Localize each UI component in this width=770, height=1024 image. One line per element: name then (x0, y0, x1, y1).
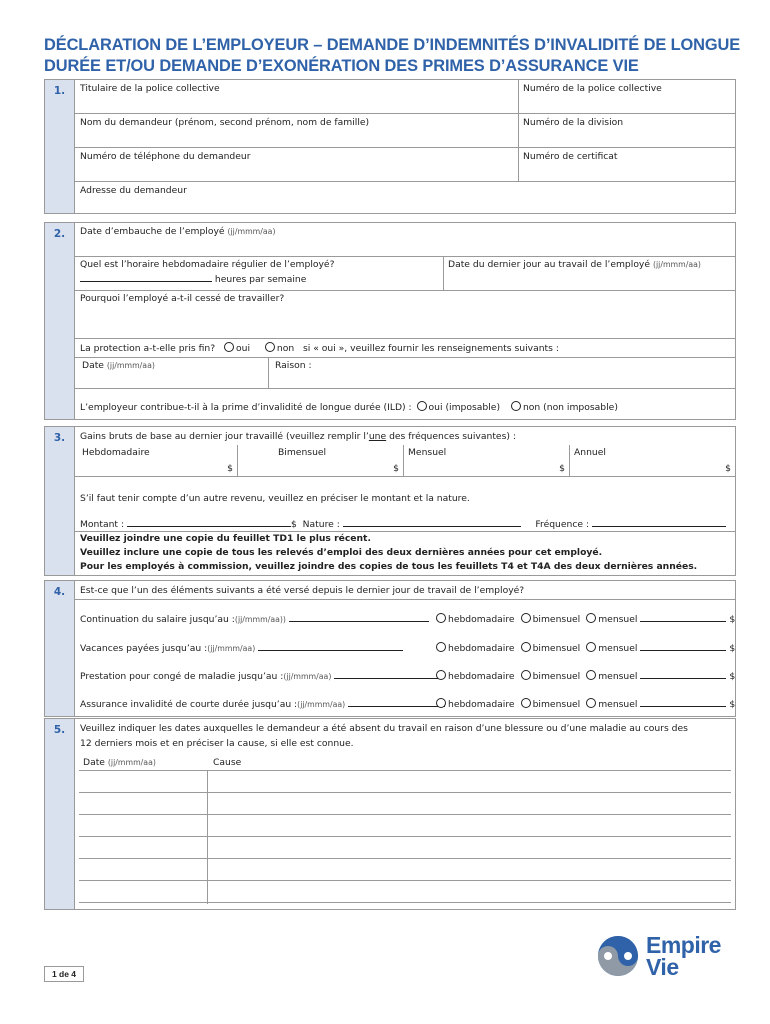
absence-table-row-line[interactable] (79, 858, 731, 859)
section-number: 4. (45, 581, 75, 716)
paid-item-amount-line[interactable] (640, 613, 726, 622)
gross-earnings-une: une (368, 431, 387, 442)
frequence-input-line[interactable] (592, 518, 726, 527)
monthly-label: mensuel (598, 671, 638, 682)
paid-item-date-line[interactable] (334, 670, 444, 679)
monthly-label: mensuel (598, 699, 638, 710)
monthly-radio[interactable] (586, 670, 596, 680)
annual-dollar: $ (725, 463, 731, 474)
absence-table-row-line[interactable] (79, 814, 731, 815)
section-2 (44, 222, 736, 420)
hours-suffix: heures par semaine (214, 274, 307, 285)
absence-table-row-line[interactable] (79, 770, 731, 771)
other-income-label: S’il faut tenir compte d’un autre revenu, veuillez en préciser le montant et la nature. (80, 493, 470, 504)
logo-word-bottom: Vie (646, 954, 679, 980)
last-day-hint: (jj/mmm/aa) (652, 260, 701, 269)
policy-number-label: Numéro de la police collective (523, 83, 662, 94)
biweekly-label: bimensuel (532, 671, 581, 682)
monthly-dollar: $ (559, 463, 565, 474)
claimant-name-field[interactable] (75, 114, 518, 147)
phone-field[interactable] (75, 148, 518, 181)
certificate-field[interactable] (518, 148, 735, 181)
paid-item-date-line[interactable] (289, 613, 429, 622)
paid-item-date-line[interactable] (258, 642, 403, 651)
weekly-radio[interactable] (436, 670, 446, 680)
last-day-field[interactable] (443, 257, 735, 290)
coverage-non-radio[interactable] (265, 342, 275, 352)
row-claimant-name (75, 114, 735, 148)
absence-cause-header: Cause (213, 757, 242, 768)
contrib-oui-label: oui (imposable) (428, 402, 501, 413)
row-schedule (75, 257, 735, 291)
montant-label: Montant : (80, 519, 125, 530)
paid-item-hint: (jj/mmm/aa) (207, 644, 256, 653)
dollar-sign: $ (729, 699, 736, 710)
weekly-label: hebdomadaire (448, 614, 515, 625)
paid-item-label: Assurance invalidité de courte durée jusqu’au : (80, 699, 298, 710)
why-stop-label: Pourquoi l’employé a-t-il cessé de travailler? (80, 293, 285, 304)
row-coverage (75, 339, 735, 389)
coverage-oui-label: oui (236, 343, 250, 354)
annual-label: Annuel (574, 447, 606, 458)
section-4-question: Est-ce que l’un des éléments suivants a été versé depuis le dernier jour de travail de l’employé? (80, 585, 525, 596)
coverage-date-label: Date (82, 360, 104, 371)
weekly-radio[interactable] (436, 613, 446, 623)
paid-item-hint: (jj/mmm/aa) (283, 672, 332, 681)
employer-contribution-label: L’employeur contribue-t-il à la prime d’invalidité de longue durée (ILD) : (80, 402, 412, 413)
contrib-oui-radio[interactable] (417, 401, 427, 411)
note-records: Veuillez inclure une copie de tous les relevés d’emploi des deux dernières années pour cet employé. (80, 547, 603, 558)
biweekly-dollar: $ (393, 463, 399, 474)
weekly-label: hebdomadaire (448, 699, 515, 710)
hours-input-line[interactable] (80, 273, 212, 282)
absence-instructions-line1: Veuillez indiquer les dates auxquelles le demandeur a été absent du travail en raison d’une blessure ou d’une maladie au cours des (80, 723, 688, 734)
hire-date-label: Date d’embauche de l’employé (80, 226, 225, 237)
certificate-label: Numéro de certificat (523, 151, 618, 162)
paid-item-row (80, 642, 736, 654)
section-3 (44, 426, 736, 576)
row-policyholder (75, 80, 735, 114)
dollar-sign: $ (729, 614, 736, 625)
section-number: 5. (45, 719, 75, 909)
why-stop-field[interactable] (75, 291, 735, 339)
absence-table-row-line[interactable] (79, 880, 731, 881)
coverage-note: si « oui », veuillez fournir les renseignements suivants : (302, 343, 559, 354)
biweekly-radio[interactable] (521, 613, 531, 623)
biweekly-label: bimensuel (532, 643, 581, 654)
monthly-field[interactable] (403, 445, 569, 476)
paid-item-amount-line[interactable] (640, 642, 726, 651)
division-number-field[interactable] (518, 114, 735, 147)
form-title: DÉCLARATION DE L’EMPLOYEUR – DEMANDE D’INDEMNITÉS D’INVALIDITÉ DE LONGUE DURÉE ET/OU DEMANDE D’EXONÉRATION DES PRIMES D’ASSURANCE VIE (44, 36, 741, 75)
annual-field[interactable] (569, 445, 735, 476)
weekly-label: Hebdomadaire (82, 447, 150, 458)
absence-date-header: Date (83, 757, 105, 768)
monthly-label: mensuel (598, 643, 638, 654)
weekly-dollar: $ (227, 463, 233, 474)
biweekly-radio[interactable] (521, 698, 531, 708)
contrib-non-label: non (non imposable) (522, 402, 618, 413)
dollar-sign: $ (729, 643, 736, 654)
biweekly-label: Bimensuel (278, 447, 327, 458)
address-label: Adresse du demandeur (80, 185, 187, 196)
paid-item-row (80, 670, 736, 682)
frequence-label: Fréquence : (535, 519, 590, 530)
montant-input-line[interactable] (127, 518, 291, 527)
monthly-label: mensuel (598, 614, 638, 625)
coverage-details (75, 357, 735, 388)
paid-item-amount-line[interactable] (640, 698, 726, 707)
weekly-label: hebdomadaire (448, 643, 515, 654)
nature-label: Nature : (302, 519, 340, 530)
biweekly-radio[interactable] (521, 642, 531, 652)
biweekly-label: bimensuel (532, 699, 581, 710)
dollar-sign: $ (729, 671, 736, 682)
biweekly-field[interactable] (237, 445, 403, 476)
biweekly-radio[interactable] (521, 670, 531, 680)
address-field[interactable] (75, 182, 735, 215)
montant-dollar: $ (290, 519, 297, 530)
division-number-label: Numéro de la division (523, 117, 624, 128)
page-number: 1 de 4 (44, 966, 84, 982)
weekly-field[interactable] (75, 445, 237, 476)
absence-date-hint: (jj/mmm/aa) (107, 758, 156, 767)
policyholder-label: Titulaire de la police collective (80, 83, 220, 94)
gross-earnings-label: Gains bruts de base au dernier jour travaillé (veuillez remplir l’ (80, 431, 369, 442)
paid-item-label: Prestation pour congé de maladie jusqu’au : (80, 671, 284, 682)
contrib-non-radio[interactable] (511, 401, 521, 411)
empire-vie-logo-mark (596, 934, 640, 978)
hire-date-field[interactable] (75, 223, 735, 257)
section-number: 2. (45, 223, 75, 419)
weekly-label: hebdomadaire (448, 671, 515, 682)
coverage-non-label: non (276, 343, 295, 354)
coverage-oui-radio[interactable] (224, 342, 234, 352)
gross-earnings-label-end: des fréquences suivantes) : (386, 431, 516, 442)
schedule-field[interactable] (75, 257, 443, 290)
absence-instructions-line2: 12 derniers mois et en préciser la cause, si elle est connue. (80, 738, 354, 749)
policy-number-field[interactable] (518, 80, 735, 113)
section-4 (44, 580, 736, 717)
nature-input-line[interactable] (343, 518, 521, 527)
section-5 (44, 718, 736, 910)
paid-item-row (80, 613, 736, 625)
paid-item-amount-line[interactable] (640, 670, 726, 679)
last-day-label: Date du dernier jour au travail de l’employé (448, 259, 651, 270)
empire-vie-logo (596, 932, 736, 980)
policyholder-field[interactable] (75, 80, 518, 113)
paid-item-hint: (jj/mmm/aa) (297, 700, 346, 709)
note-td1: Veuillez joindre une copie du feuillet TD1 le plus récent. (80, 533, 371, 544)
frequency-row (75, 445, 735, 477)
absence-table (79, 770, 731, 904)
paid-item-label: Continuation du salaire jusqu’au : (80, 614, 235, 625)
coverage-question: La protection a-t-elle pris fin? (80, 343, 216, 354)
note-commission: Pour les employés à commission, veuillez joindre des copies de tous les feuillets T4 et T4A des deux dernières années. (80, 561, 698, 572)
paid-item-label: Vacances payées jusqu’au : (80, 643, 208, 654)
phone-label: Numéro de téléphone du demandeur (80, 151, 251, 162)
absence-table-row-line[interactable] (79, 792, 731, 793)
paid-item-hint: (jj/mmm/aa)) (234, 615, 286, 624)
claimant-name-label: Nom du demandeur (prénom, second prénom, nom de famille) (80, 117, 370, 128)
paid-item-row (80, 698, 736, 710)
monthly-radio[interactable] (586, 698, 596, 708)
biweekly-label: bimensuel (532, 614, 581, 625)
monthly-label: Mensuel (408, 447, 447, 458)
absence-table-row-line[interactable] (79, 836, 731, 837)
hire-date-hint: (jj/mmm/aa) (227, 227, 276, 236)
section-number: 3. (45, 427, 75, 575)
row-phone (75, 148, 735, 182)
row-employer-contribution (75, 389, 735, 421)
section-1 (44, 79, 736, 214)
coverage-reason-label: Raison : (275, 360, 312, 371)
logo-word-top: Empire (646, 932, 721, 958)
coverage-reason-field[interactable] (268, 358, 735, 388)
schedule-question: Quel est l’horaire hebdomadaire régulier de l’employé? (80, 259, 335, 270)
section-number: 1. (45, 80, 75, 213)
monthly-radio[interactable] (586, 642, 596, 652)
coverage-date-hint: (jj/mmm/aa) (106, 361, 155, 370)
monthly-radio[interactable] (586, 613, 596, 623)
coverage-date-field[interactable] (75, 358, 268, 388)
weekly-radio[interactable] (436, 698, 446, 708)
absence-table-row-line[interactable] (79, 902, 731, 903)
weekly-radio[interactable] (436, 642, 446, 652)
